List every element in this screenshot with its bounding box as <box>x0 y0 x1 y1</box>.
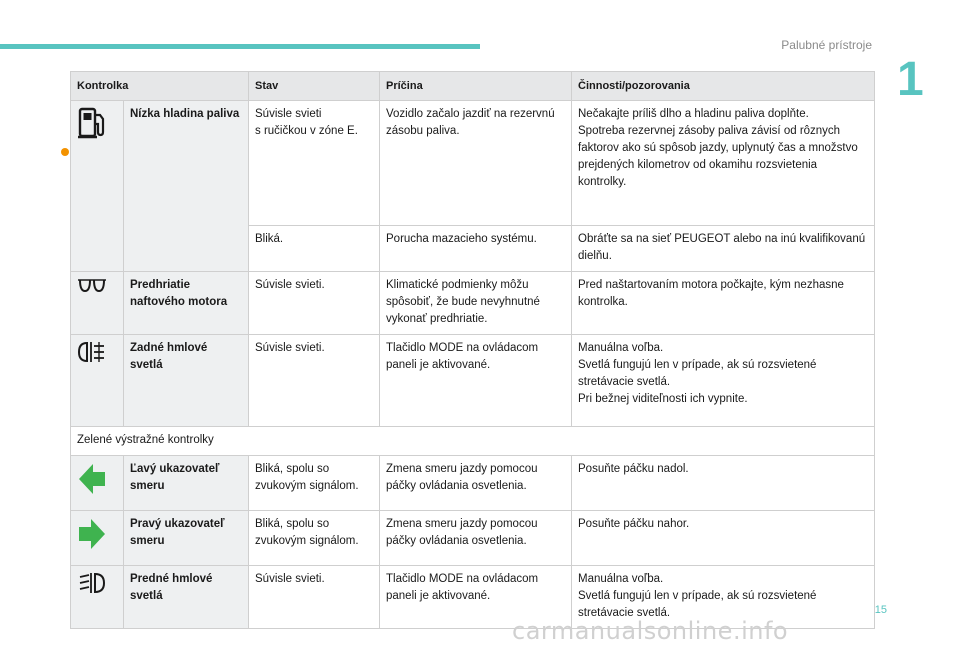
group-label: Zelené výstražné kontrolky <box>71 427 875 456</box>
right-arrow-icon <box>77 516 107 552</box>
left-arrow-icon <box>77 461 107 497</box>
warning-lights-table <box>70 71 875 629</box>
icon-cell <box>71 456 124 511</box>
cause-cell: Zmena smeru jazdy pomocou páčky ovládania osvetlenia. <box>380 456 572 511</box>
chapter-number: 1 <box>897 53 924 106</box>
action-cell: Posuňte páčku nadol. <box>572 456 875 511</box>
table-row <box>71 456 875 511</box>
icon-cell <box>71 511 124 566</box>
light-name: Zadné hmlové svetlá <box>124 335 249 427</box>
rear-fog-light-icon <box>77 340 107 364</box>
state-cell: Súvisle svieti. <box>249 335 380 427</box>
light-name: Pravý ukazovateľ smeru <box>124 511 249 566</box>
table-row <box>71 335 875 427</box>
table-row <box>71 272 875 335</box>
action-cell: Manuálna voľba. Svetlá fungujú len v prípade, ak sú rozsvietené stretávacie svetlá. Pri bežnej viditeľnosti ich vypnite. <box>572 335 875 427</box>
column-header-kontrolka: Kontrolka <box>71 72 249 101</box>
cause-cell: Klimatické podmienky môžu spôsobiť, že bude nevyhnutné vykonať predhriatie. <box>380 272 572 335</box>
action-cell: Manuálna voľba. Svetlá fungujú len v prípade, ak sú rozsvietené stretávacie svetlá. <box>572 566 875 629</box>
cause-cell: Zmena smeru jazdy pomocou páčky ovládania osvetlenia. <box>380 511 572 566</box>
table-row <box>71 427 875 456</box>
icon-cell <box>71 101 124 272</box>
table-row <box>71 511 875 566</box>
cause-cell: Vozidlo začalo jazdiť na rezervnú zásobu paliva. <box>380 101 572 226</box>
front-fog-light-icon <box>77 571 107 595</box>
cause-cell: Tlačidlo MODE na ovládacom paneli je aktivované. <box>380 566 572 629</box>
icon-cell <box>71 335 124 427</box>
cause-cell: Porucha mazacieho systému. <box>380 226 572 272</box>
state-cell: Súvisle svieti s ručičkou v zóne E. <box>249 101 380 226</box>
light-name: Nízka hladina paliva <box>124 101 249 272</box>
cause-cell: Tlačidlo MODE na ovládacom paneli je aktivované. <box>380 335 572 427</box>
amber-dot <box>61 148 69 156</box>
page-number: 15 <box>874 604 887 616</box>
state-cell: Súvisle svieti. <box>249 566 380 629</box>
state-cell: Bliká, spolu so zvukovým signálom. <box>249 511 380 566</box>
action-cell: Pred naštartovaním motora počkajte, kým nezhasne kontrolka. <box>572 272 875 335</box>
table-row <box>71 101 875 226</box>
action-cell: Posuňte páčku nahor. <box>572 511 875 566</box>
light-name: Ľavý ukazovateľ smeru <box>124 456 249 511</box>
state-cell: Bliká. <box>249 226 380 272</box>
action-cell: Obráťte sa na sieť PEUGEOT alebo na inú kvalifikovanú dielňu. <box>572 226 875 272</box>
column-header-pricina: Príčina <box>380 72 572 101</box>
state-cell: Súvisle svieti. <box>249 272 380 335</box>
section-title: Palubné prístroje <box>781 38 872 52</box>
watermark: carmanualsonline.info <box>512 617 789 645</box>
light-name: Predné hmlové svetlá <box>124 566 249 629</box>
column-header-cinnosti: Činnosti/pozorovania <box>572 72 875 101</box>
fuel-pump-icon <box>77 106 107 140</box>
action-cell: Nečakajte príliš dlho a hladinu paliva doplňte. Spotreba rezervnej zásoby paliva závisí od rôznych faktorov ako sú spôsob jazdy, uplynutý čas a množstvo prejdených kilometrov od okamihu rozsvietenia kontrolky. <box>572 101 875 226</box>
state-cell: Bliká, spolu so zvukovým signálom. <box>249 456 380 511</box>
column-header-stav: Stav <box>249 72 380 101</box>
glow-plug-icon <box>77 277 107 297</box>
light-name: Predhriatie naftového motora <box>124 272 249 335</box>
top-accent-bar <box>0 44 480 49</box>
icon-cell <box>71 566 124 629</box>
icon-cell <box>71 272 124 335</box>
table-header-row <box>71 72 875 101</box>
